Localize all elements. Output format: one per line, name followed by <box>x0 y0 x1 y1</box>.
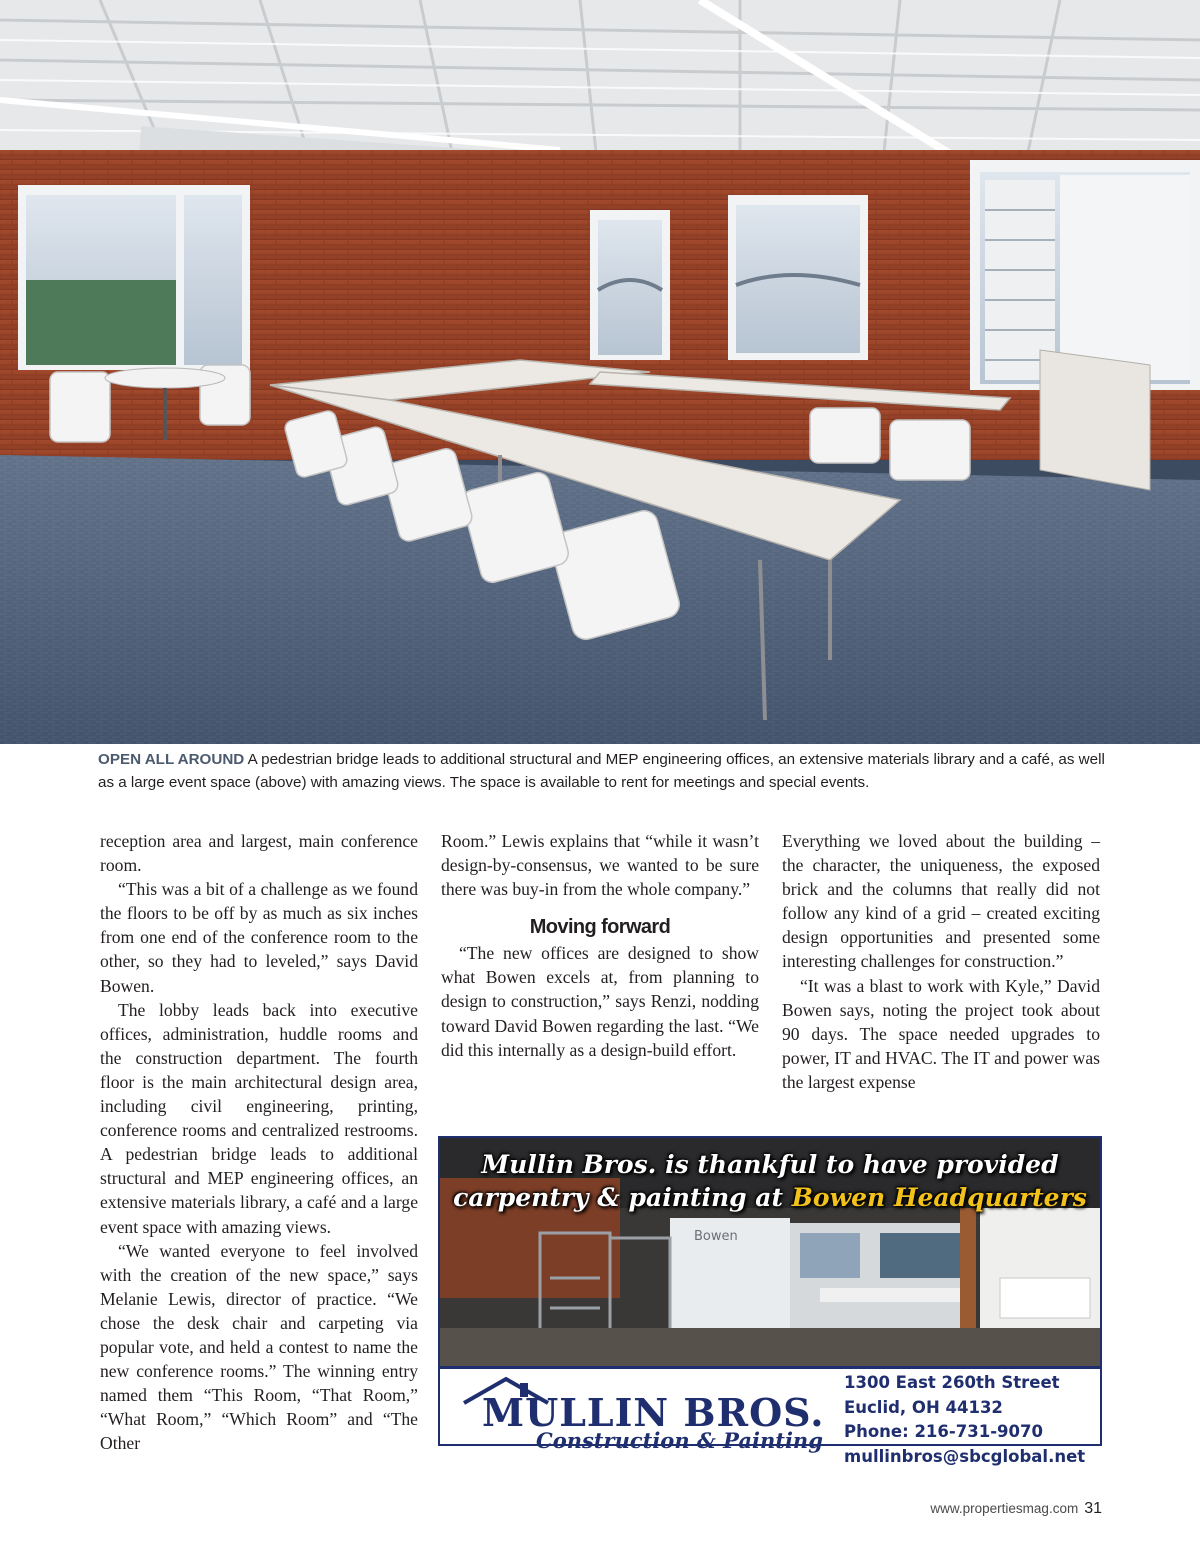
paragraph: reception area and largest, main conference room. <box>100 831 418 876</box>
ad-brand-name: MULLIN BROS. <box>482 1390 825 1435</box>
paragraph: “It was a blast to work with Kyle,” David Bowen says, noting the project took about 90 days. The space needed upgrades to power, IT and HVAC. The IT and power was the largest expense <box>782 975 1100 1092</box>
ad-address-line-1: 1300 East 260th Street <box>844 1373 1060 1392</box>
section-subhead: Moving forward <box>529 916 671 939</box>
ad-photo <box>440 1138 1100 1366</box>
ad-phone: Phone: 216-731-9070 <box>844 1422 1043 1441</box>
ad-email: mullinbros@sbcglobal.net <box>844 1446 1086 1466</box>
caption-heading: OPEN ALL AROUND <box>98 751 245 768</box>
photo-caption <box>98 748 1108 794</box>
bowen-sign: Bowen <box>694 1229 738 1244</box>
event-space-photo <box>0 0 1200 744</box>
ad-tagline: Construction & Painting <box>536 1428 823 1453</box>
ad-headline-line-2 <box>440 1181 1100 1214</box>
paragraph: Everything we loved about the building – the character, the uniqueness, the exposed brick and the columns that really did not follow any kind of a grid – created exciting design opportunities and presented some interesting challenges for construction.” <box>782 831 1100 972</box>
caption-text: A pedestrian bridge leads to additional structural and MEP engineering offices, an extensive materials library and a café, as well as a large event space (above) with amazing views. The space is available to rent for meetings and special events. <box>98 751 1105 791</box>
ad-address-line-2: Euclid, OH 44132 <box>844 1397 1003 1417</box>
page-number: 31 <box>1084 1500 1102 1517</box>
paragraph: Room.” Lewis explains that “while it wasn’t design-by-consensus, we wanted to be sure there was buy-in from the whole company.” <box>441 831 759 900</box>
ad-headline-line-1: Mullin Bros. is thankful to have provided <box>481 1150 1059 1179</box>
footer-url[interactable]: www.propertiesmag.com <box>930 1501 1079 1516</box>
article-column-1 <box>100 829 418 1455</box>
ad-headline <box>440 1148 1100 1214</box>
hero-photo <box>0 0 1200 744</box>
ad-contact-info <box>844 1371 1085 1469</box>
paragraph: “The new offices are designed to show what Bowen excels at, from planning to design to construction,” says Renzi, nodding toward David Bowen regarding the last. “We did this internally as a design-build effort. <box>441 943 759 1060</box>
article-column-3 <box>782 829 1100 1094</box>
ad-contact-panel <box>440 1366 1100 1466</box>
paragraph: The lobby leads back into executive offices, administration, huddle rooms and the construction department. The fourth floor is the main architectural design area, including civil engineering, printing, conference rooms and centralized restrooms. A pedestrian bridge leads to additional structural and MEP engineering offices, an extensive materials library, a café and a large event space with amazing views. <box>100 999 418 1237</box>
article-column-2 <box>441 829 759 1062</box>
mullin-bros-logo <box>458 1377 828 1453</box>
mullin-bros-advertisement <box>438 1136 1102 1466</box>
paragraph: “This was a bit of a challenge as we found the floors to be off by as much as six inches from one end of the conference room to the other, so they had to leveled,” says David Bowen. <box>100 879 418 996</box>
ad-headline-line-2-text: carpentry & painting at <box>453 1183 792 1212</box>
ad-headline-highlight: Bowen Headquarters <box>791 1183 1087 1212</box>
page-footer <box>930 1500 1102 1518</box>
paragraph: “We wanted everyone to feel involved with the creation of the new space,” says Melanie Lewis, director of practice. “We chose the desk chair and carpeting via popular vote, and held a contest to name the new conference rooms.” The winning entry named them “This Room, “That Room,” “What Room,” “Which Room” and “The Other <box>100 1240 418 1454</box>
